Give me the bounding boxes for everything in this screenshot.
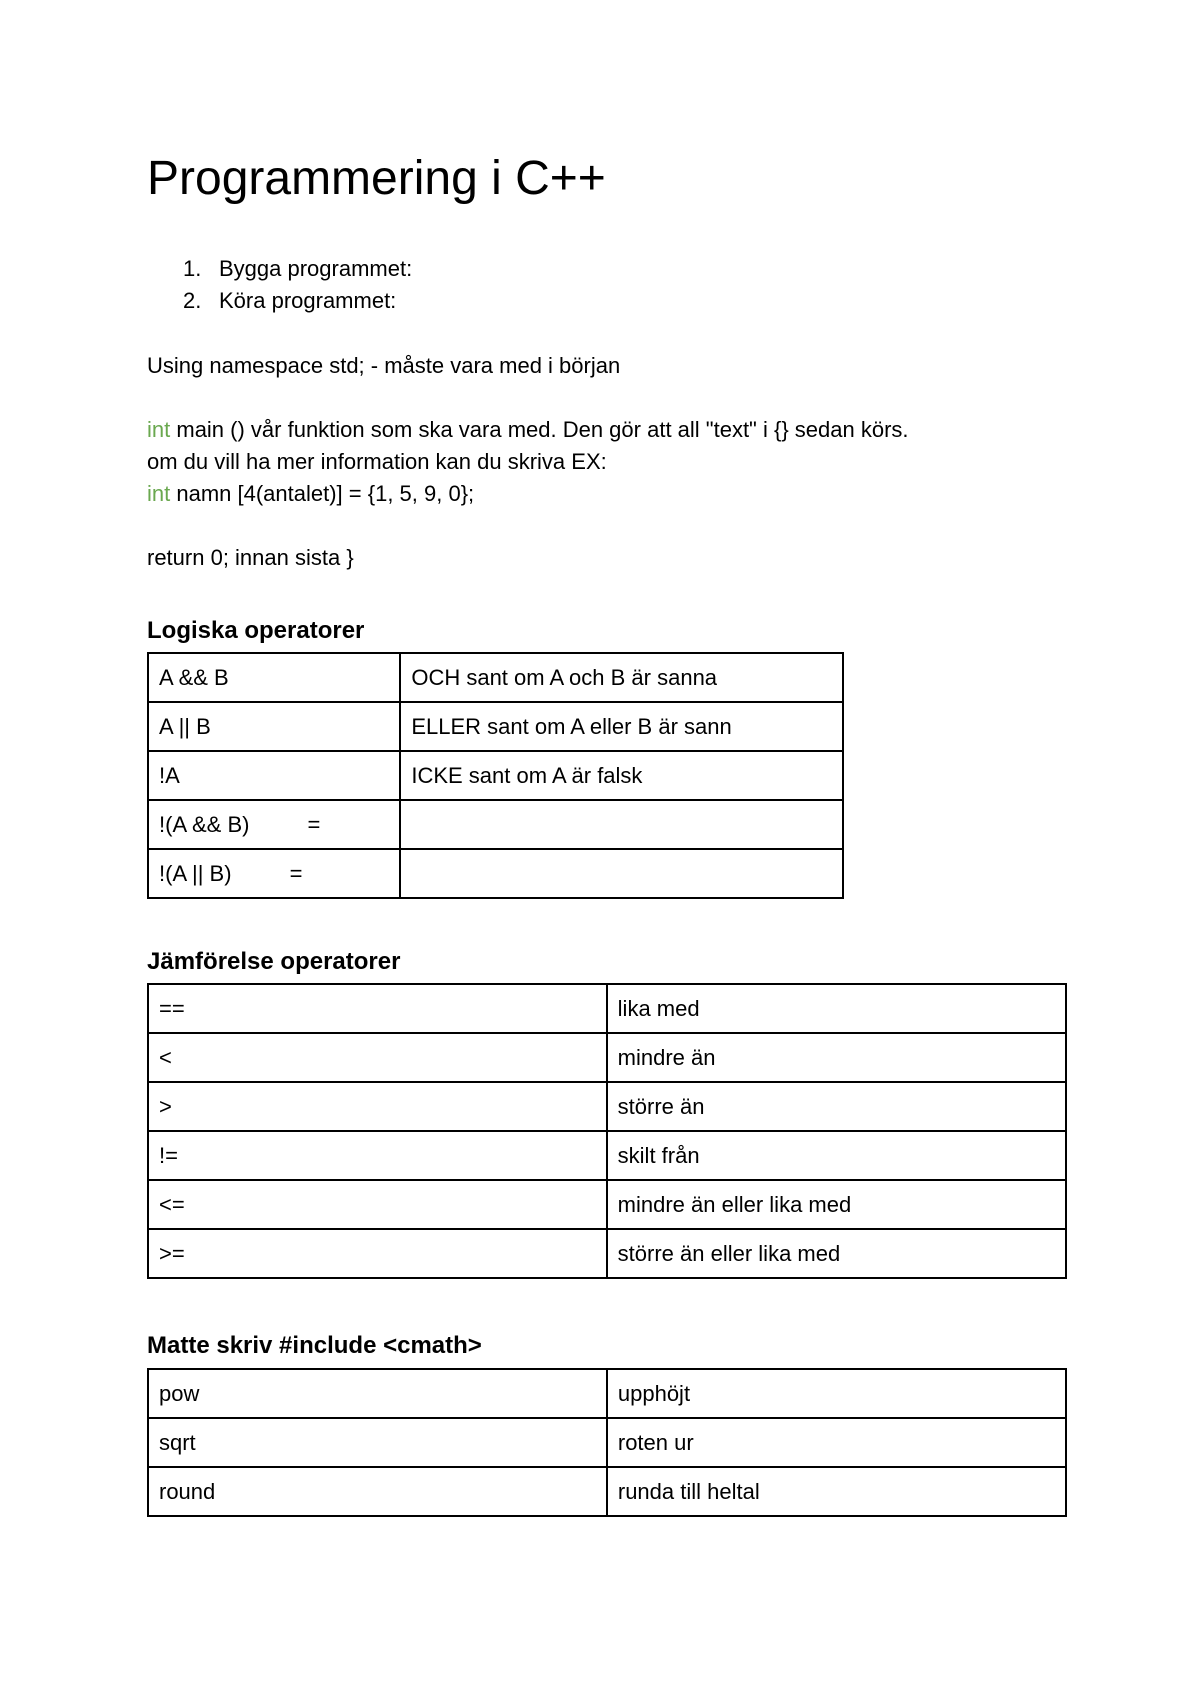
operator-cell — [148, 849, 400, 898]
operator-cell — [148, 702, 400, 751]
description-cell: roten ur — [607, 1418, 1066, 1467]
list-item-number: 2. — [183, 288, 202, 313]
function-cell: pow — [148, 1369, 607, 1418]
equals-sign: = — [307, 811, 321, 837]
operator-text: A || B — [159, 713, 211, 739]
description-cell: runda till heltal — [607, 1467, 1066, 1516]
return-line: return 0; innan sista } — [147, 545, 354, 570]
description-cell: ELLER sant om A eller B är sann — [400, 702, 843, 751]
operator-cell: >= — [148, 1229, 607, 1278]
math-heading: Matte skriv #include <cmath> — [147, 1332, 482, 1359]
operator-text: !(A && B) — [159, 811, 250, 837]
equals-sign: = — [289, 860, 303, 886]
table-row — [148, 1131, 1066, 1180]
logic-operators-table — [147, 652, 844, 899]
table-row — [148, 849, 843, 898]
operator-cell — [148, 751, 400, 800]
operator-cell: <= — [148, 1180, 607, 1229]
keyword-int: int — [147, 417, 171, 442]
description-cell — [400, 849, 843, 898]
operator-cell — [148, 800, 400, 849]
operator-cell: > — [148, 1082, 607, 1131]
list-item — [147, 253, 412, 285]
function-cell: sqrt — [148, 1418, 607, 1467]
table-row — [148, 984, 1066, 1033]
operator-text: !A — [159, 762, 180, 788]
list-item-text: Bygga programmet: — [219, 256, 413, 281]
page-title: Programmering i C++ — [147, 152, 606, 205]
namespace-line: Using namespace std; - måste vara med i början — [147, 353, 621, 378]
keyword-int: int — [147, 481, 171, 506]
operator-cell: < — [148, 1033, 607, 1082]
function-cell: round — [148, 1467, 607, 1516]
description-cell — [400, 800, 843, 849]
operator-text: !(A || B) — [159, 860, 232, 886]
table-row — [148, 1033, 1066, 1082]
array-line — [147, 478, 474, 510]
table-row — [148, 1229, 1066, 1278]
comparison-operators-table — [147, 983, 1067, 1279]
table-row — [148, 751, 843, 800]
main-line — [147, 414, 909, 446]
info-line: om du vill ha mer information kan du skriva EX: — [147, 449, 607, 474]
operator-cell — [148, 653, 400, 702]
steps-list — [147, 253, 412, 317]
list-item-number: 1. — [183, 256, 202, 281]
description-cell: större än eller lika med — [607, 1229, 1066, 1278]
description-cell: skilt från — [607, 1131, 1066, 1180]
table-row — [148, 653, 843, 702]
table-row — [148, 702, 843, 751]
table-row — [148, 800, 843, 849]
operator-cell: != — [148, 1131, 607, 1180]
comparison-heading: Jämförelse operatorer — [147, 948, 401, 975]
table-row — [148, 1369, 1066, 1418]
operator-text: A && B — [159, 664, 229, 690]
logic-heading: Logiska operatorer — [147, 617, 365, 644]
description-cell: OCH sant om A och B är sanna — [400, 653, 843, 702]
table-row — [148, 1180, 1066, 1229]
list-item — [147, 285, 412, 317]
description-cell: mindre än eller lika med — [607, 1180, 1066, 1229]
list-item-text: Köra programmet: — [219, 288, 397, 313]
table-row — [148, 1418, 1066, 1467]
main-line-text: main () vår funktion som ska vara med. Den gör att all "text" i {} sedan körs. — [170, 417, 909, 442]
description-cell: ICKE sant om A är falsk — [400, 751, 843, 800]
description-cell: mindre än — [607, 1033, 1066, 1082]
table-row — [148, 1082, 1066, 1131]
table-row — [148, 1467, 1066, 1516]
operator-cell: == — [148, 984, 607, 1033]
description-cell: lika med — [607, 984, 1066, 1033]
description-cell: större än — [607, 1082, 1066, 1131]
math-functions-table — [147, 1368, 1067, 1517]
array-line-text: namn [4(antalet)] = {1, 5, 9, 0}; — [170, 481, 475, 506]
description-cell: upphöjt — [607, 1369, 1066, 1418]
